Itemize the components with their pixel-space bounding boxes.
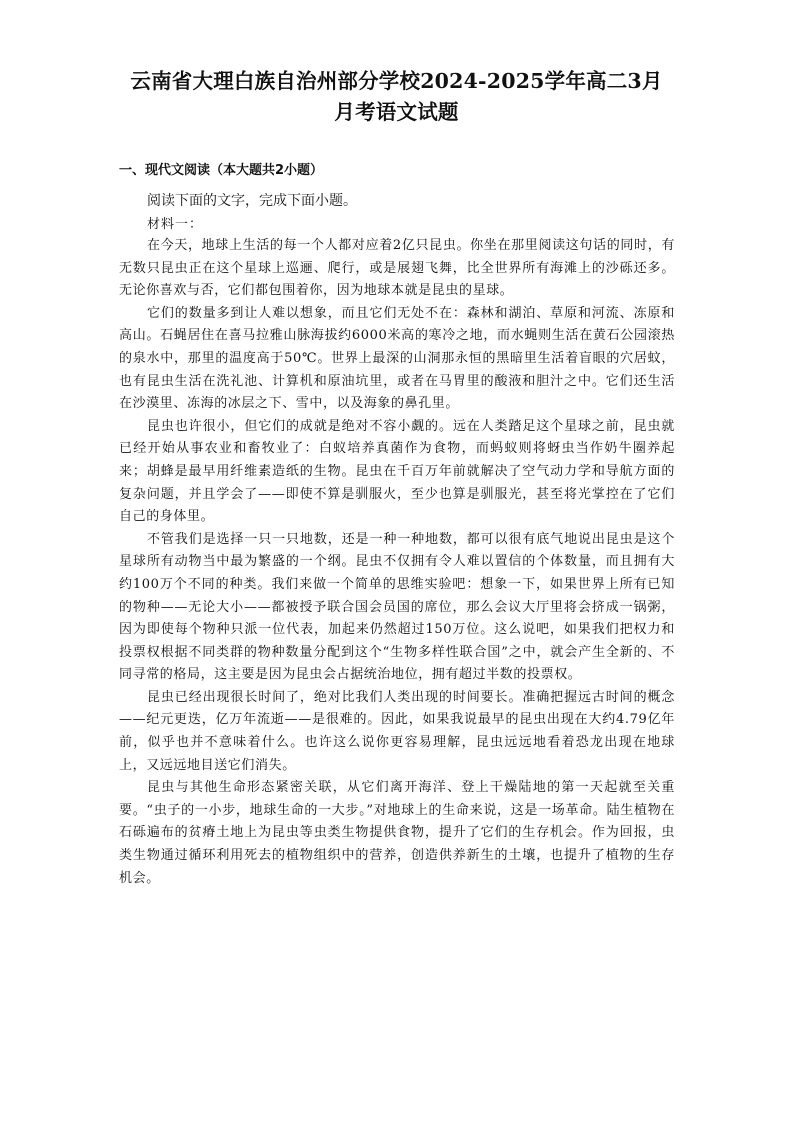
title-line-2: 月考语文试题 [334,100,459,124]
passage-paragraph-1: 在今天，地球上生活的每一个人都对应着2亿只昆虫。你坐在那里阅读这句话的同时，有无数只昆虫正在这个星球上巡逦、爬行，或是展翅飞舞，比全世界所有海滩上的沙砾还多。无论你喜欢与否，它们都包围着你，因为地球本就是昆虫的星球。 [119,238,675,299]
title-line-1: 云南省大理白族自治州部分学校2024-2025学年高二3月 [130,69,663,93]
passage-paragraph-2: 它们的数量多到让人难以想象，而且它们无处不在：森林和湖泊、草原和河流、冻原和高山。石蝇居住在喜马拉雅山脉海拔约6000米高的寒冷之地，而水蝇则生活在黄石公园滚热的泉水中，那里的温度高于50℃。世界上最深的山洞那永恒的黑暗里生活着盲眼的穴居蚊，也有昆虫生活在洗礼池、计算机和原油坑里，或者在马胃里的酸液和胆汁之中。它们还生活在沙漠里、冻海的冰层之下、雪中，以及海象的鼻孔里。 [119,305,675,412]
section-heading: 一、现代文阅读（本大题共2小题） [119,163,324,178]
passage-paragraph-6: 昆虫与其他生命形态紧密关联，从它们离开海洋、登上干燥陆地的第一天起就至关重要。“虫子的一小步，地球生命的一大步。”对地球上的生命来说，这是一场革命。陆生植物在石砾遍布的贫瘠土地上为昆虫等虫类生物提供食物，提升了它们的生存机会。作为回报，虫类生物通过循环利用死去的植物组织中的营养，创造供养新生的土壤，也提升了植物的生存机会。 [119,780,675,886]
page-title [110,66,683,128]
reading-instruction: 阅读下面的文字，完成下面小题。 [147,193,357,209]
passage-paragraph-3: 昆虫也许很小，但它们的成就是绝对不容小觑的。远在人类踏足这个星球之前，昆虫就已经开始从事农业和畜牧业了：白蚁培养真菌作为食物，而蚂蚁则将蚜虫当作奶牛圈养起来；胡蜂是最早用纤维素造纸的生物。昆虫在千百万年前就解决了空气动力学和导航方面的复杂问题，并且学会了——即使不算是驯服火，至少也算是驯服光，甚至将光掌控在了它们自己的身体里。 [119,418,675,525]
passage-paragraph-4: 不管我们是选择一只一只地数，还是一种一种地数，都可以很有底气地说出昆虫是这个星球所有动物当中最为繁盛的一个纲。昆虫不仅拥有令人难以置信的个体数量，而且拥有大约100万个不同的种类。我们来做一个简单的思维实验吧：想象一下，如果世界上所有已知的物种——无论大小——都被授予联合国会员国的席位，那么会议大厅里将会挤成一锅粥，因为即使每个物种只派一位代表，加起来仍然超过150万位。这么说吧，如果我们把权力和投票权根据不同类群的物种数量分配到这个“生物多样性联合国”之中，就会产生全新的、不同寻常的格局，这主要是因为昆虫会占据统治地位，拥有超过半数的投票权。 [119,531,675,683]
passage-paragraph-5: 昆虫已经出现很长时间了，绝对比我们人类出现的时间要长。准确把握远古时间的概念——纪元更迭，亿万年流逝——是很难的。因此，如果我说最早的昆虫出现在大约4.79亿年前，似乎也并不意味着什么。也许这么说你更容易理解，昆虫远远地看着恐龙出现在地球上，又远远地目送它们消失。 [119,689,675,773]
passage-body [119,235,675,890]
material-label: 材料一： [147,217,204,232]
